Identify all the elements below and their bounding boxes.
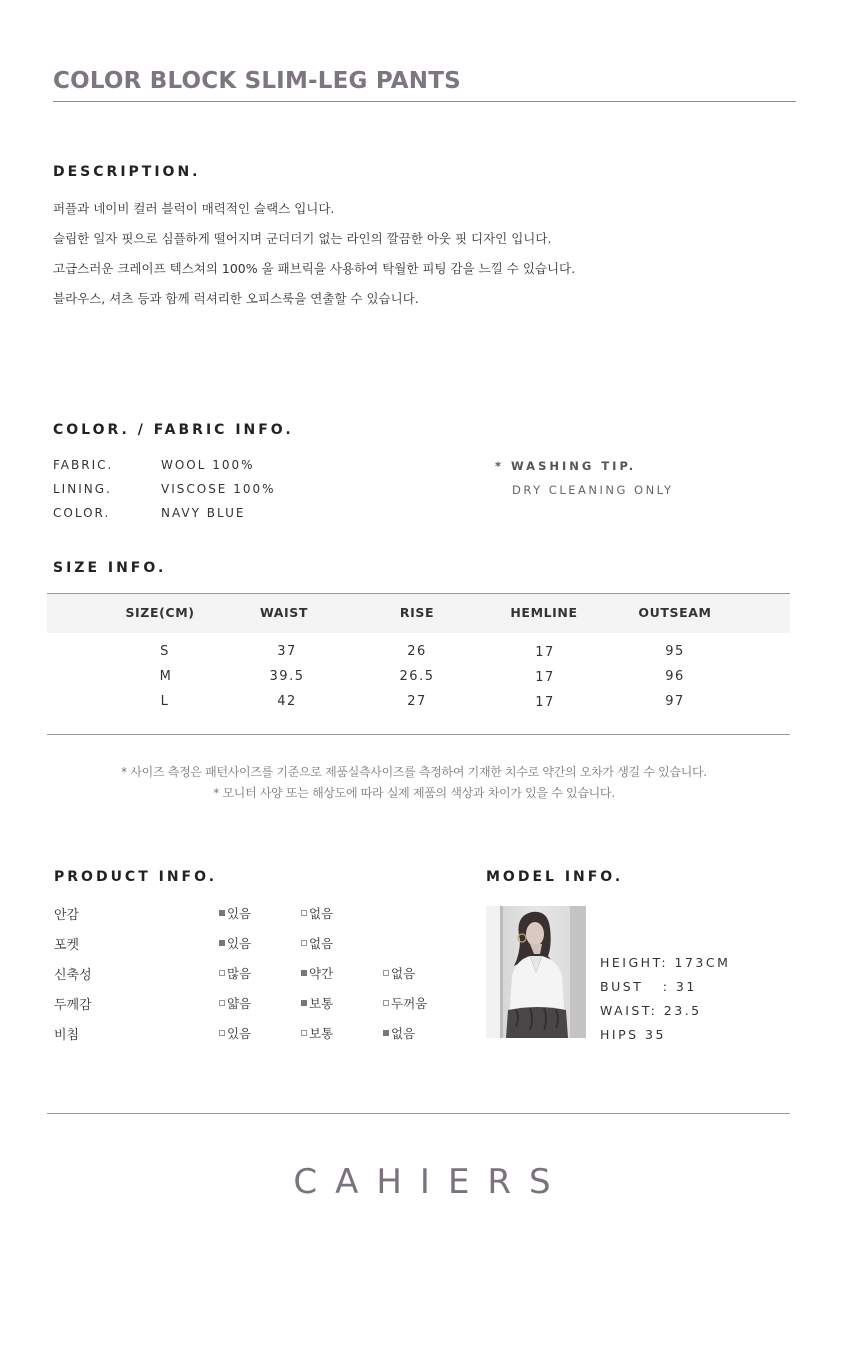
waist-col-header: WAIST [259,605,309,620]
outseam-cell: 97 [665,694,685,709]
lining-label: LINING. [53,482,112,496]
fabric-value: WOOL 100% [161,458,255,472]
option: 많음 [219,964,251,982]
waist-cell: 39.5 [269,669,305,684]
unchecked-box-icon [219,1030,225,1036]
description-heading: DESCRIPTION. [53,164,201,180]
size-cell: L [160,694,170,709]
model-waist: WAIST: 23.5 [600,1003,702,1018]
waist-cell: 37 [277,644,297,659]
size-note: * 사이즈 측정은 패턴사이즈를 기준으로 제품실측사이즈를 측정하여 기재한 치수로 약간의 오차가 생길 수 있습니다. [121,765,707,779]
lining-value: VISCOSE 100% [161,482,276,496]
color-label: COLOR. [53,506,111,520]
monitor-note: * 모니터 사양 또는 해상도에 따라 실제 제품의 색상과 차이가 있을 수 있습니다. [213,786,615,800]
rise-col-header: RISE [399,605,435,620]
model-bust: BUST : 31 [600,979,697,994]
description-line: 퍼플과 네이비 컬러 블럭이 매력적인 슬랙스 입니다. [53,201,335,216]
description-line: 고급스러운 크레이프 텍스쳐의 100% 울 패브릭을 사용하여 탁월한 피팅 감을 느낄 수 있습니다. [53,261,576,276]
sheerness-row-label: 비침 [54,1028,80,1043]
stretch-row-label: 신축성 [54,968,92,983]
rise-cell: 26 [407,644,427,659]
brand-logo: CAHIERS [293,1162,569,1202]
unchecked-box-icon [301,940,307,946]
pocket-row-label: 포켓 [54,938,80,953]
title-divider [53,101,796,102]
option: 얇음 [219,994,251,1012]
hemline-cell: 17 [535,645,555,660]
checked-box-icon [301,1000,307,1006]
fabric-heading: COLOR. / FABRIC INFO. [53,422,294,438]
option: 보통 [301,1024,333,1042]
option: 있음 [219,904,251,922]
model-height: HEIGHT: 173CM [600,955,731,970]
product-info-heading: PRODUCT INFO. [54,869,218,885]
option: 보통 [301,994,333,1012]
unchecked-box-icon [219,970,225,976]
option: 약간 [301,964,333,982]
model-photo [486,906,586,1038]
model-info-heading: MODEL INFO. [486,869,624,885]
unchecked-box-icon [383,970,389,976]
description-line: 블라우스, 셔츠 등과 함께 럭셔리한 오피스룩을 연출할 수 있습니다. [53,291,419,306]
unchecked-box-icon [301,1030,307,1036]
size-table-bottom-rule [47,734,790,735]
option: 있음 [219,934,251,952]
outseam-col-header: OUTSEAM [638,605,712,620]
hemline-cell: 17 [535,695,555,710]
option: 두꺼움 [383,994,427,1012]
lining-row-label: 안감 [54,908,80,923]
fabric-label: FABRIC. [53,458,114,472]
model-hips: HIPS 35 [600,1027,666,1042]
outseam-cell: 95 [665,644,685,659]
size-col-header: SIZE(CM) [125,605,195,620]
footer-divider [47,1113,790,1114]
washing-tip-value: DRY CLEANING ONLY [512,483,674,497]
checked-box-icon [219,910,225,916]
checked-box-icon [301,970,307,976]
option: 없음 [383,964,415,982]
option: 없음 [383,1024,415,1042]
color-value: NAVY BLUE [161,506,246,520]
hemline-cell: 17 [535,670,555,685]
checked-box-icon [383,1030,389,1036]
rise-cell: 27 [407,694,427,709]
rise-cell: 26.5 [399,669,435,684]
description-line: 슬림한 일자 핏으로 심플하게 떨어지며 군더더기 없는 라인의 깔끔한 아웃 핏 디자인 입니다. [53,231,552,246]
size-table-top-rule [47,593,790,594]
thickness-row-label: 두께감 [54,998,92,1013]
size-cell: M [159,669,173,684]
waist-cell: 42 [277,694,297,709]
unchecked-box-icon [219,1000,225,1006]
unchecked-box-icon [301,910,307,916]
option: 없음 [301,904,333,922]
product-title: COLOR BLOCK SLIM-LEG PANTS [53,68,461,94]
checked-box-icon [219,940,225,946]
size-cell: S [160,644,170,659]
hemline-col-header: HEMLINE [510,605,578,620]
option: 없음 [301,934,333,952]
option: 있음 [219,1024,251,1042]
washing-tip-heading: * WASHING TIP. [495,459,637,473]
size-heading: SIZE INFO. [53,560,167,576]
unchecked-box-icon [383,1000,389,1006]
outseam-cell: 96 [665,669,685,684]
